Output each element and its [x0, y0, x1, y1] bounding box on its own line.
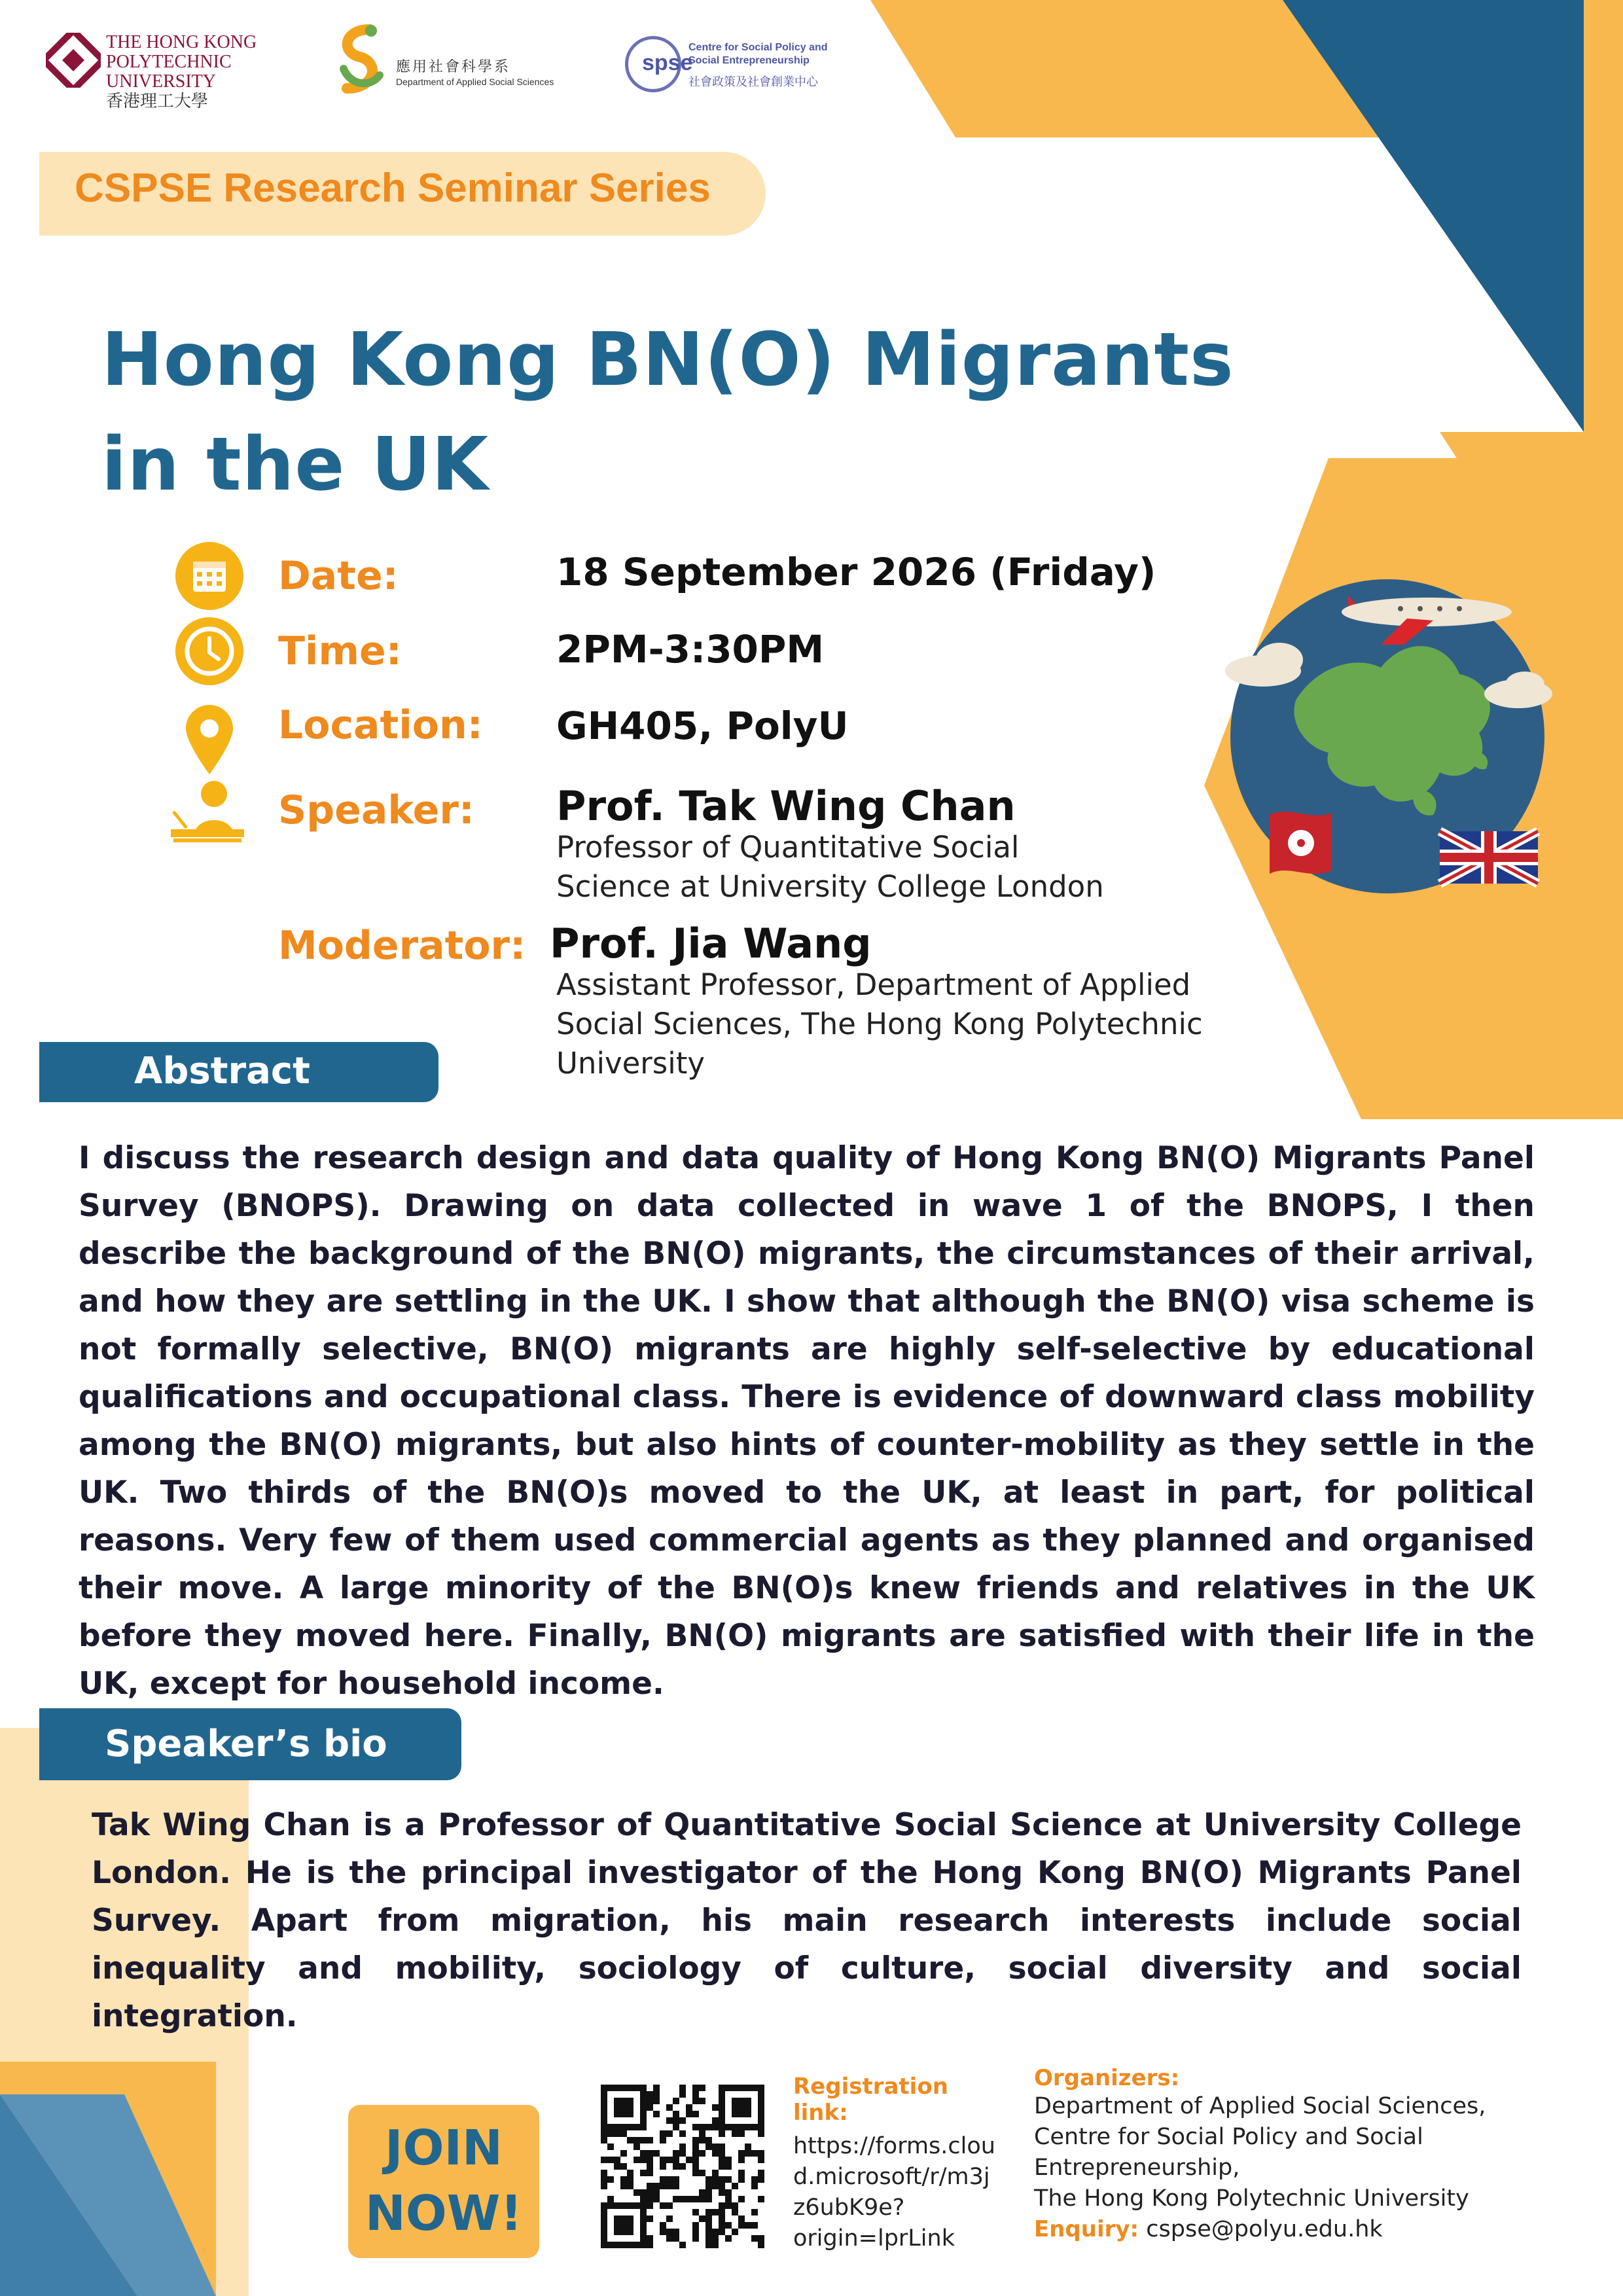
organizers-line3: Entrepreneurship,: [1034, 2155, 1240, 2181]
registration-link[interactable]: [793, 2131, 1016, 2254]
speaker-label: Speaker:: [278, 787, 474, 833]
abstract-heading-tab: [39, 1042, 438, 1102]
cspse-name-en: [688, 41, 828, 67]
location-value: GH405, PolyU: [556, 704, 849, 748]
speaker-title-line1: Professor of Quantitative Social: [556, 830, 1020, 865]
registration-label-line2: link:: [793, 2100, 848, 2126]
time-value: 2PM-3:30PM: [556, 627, 825, 672]
event-title: [101, 308, 1293, 517]
registration-block: [793, 2073, 1016, 2254]
location-label: Location:: [278, 702, 483, 748]
organizers-label: Organizers:: [1034, 2065, 1180, 2091]
polyu-logo: [46, 26, 334, 111]
bio-heading: Speaker’s bio: [105, 1723, 387, 1765]
apss-logo: [330, 23, 605, 101]
speaker-name: Prof. Tak Wing Chan: [556, 782, 1016, 830]
registration-label-line1: Registration: [793, 2073, 948, 2100]
date-value: 18 September 2026 (Friday): [556, 550, 1156, 594]
cspse-name-zh: 社會政策及社會創業中心: [688, 75, 818, 88]
polyu-emblem-icon: [46, 33, 101, 88]
polyu-name-zh: 香港理工大學: [106, 92, 209, 111]
location-pin-icon: [183, 704, 236, 776]
qr-code[interactable]: [601, 2085, 764, 2248]
cspse-logo: [625, 36, 874, 98]
date-label: Date:: [278, 553, 399, 599]
enquiry-label: Enquiry:: [1034, 2216, 1139, 2242]
moderator-title: [556, 965, 1203, 1083]
speaker-title-line2: Science at University College London: [556, 869, 1104, 904]
organizers-line4: The Hong Kong Polytechnic University: [1034, 2185, 1469, 2212]
calendar-icon: [175, 542, 243, 610]
apss-emblem-icon: [330, 23, 389, 95]
moderator-title-line3: University: [556, 1046, 705, 1081]
join-now-line2: NOW!: [365, 2185, 523, 2242]
organizers-line2: Centre for Social Policy and Social: [1034, 2124, 1423, 2150]
moderator-title-line2: Social Sciences, The Hong Kong Polytechnic: [556, 1007, 1203, 1041]
registration-link-line2: d.microsoft/r/m3j: [793, 2164, 990, 2190]
moderator-title-line1: Assistant Professor, Department of Applied: [556, 967, 1191, 1002]
speaker-title: [556, 828, 1104, 906]
event-title-line2: in the UK: [101, 422, 490, 507]
hk-flag-icon: [1270, 812, 1332, 874]
uk-flag-icon: [1440, 831, 1538, 884]
abstract-text: I discuss the research design and data quality of Hong Kong BN(O) Migrants Panel Survey (BNOPS). Drawing on data collected in wave 1 of the BNOPS, I then describe the background of the BN(O) migrants, the circumstances of their arrival, and how they are settling in the UK. I show that although the BN(O) visa scheme is not formally selective, BN(O) migrants are highly self-selective by educational qualifications and occupational class. There is evidence of downward class mobility among the BN(O) migrants, but also hints of counter-mobility as they settle in the UK. Two thirds of the BN(O)s moved to the UK, at least in part, for political reasons. Very few of them used commercial agents as they planned and organised their move. A large minority of the BN(O)s knew friends and relatives in the UK before they moved here. Finally, BN(O) migrants are satisfied with their life in the UK, except for household income.: [79, 1140, 1535, 1702]
cspse-name-line2: Social Entrepreneurship: [688, 55, 810, 66]
time-label: Time:: [278, 628, 402, 674]
join-now-line1: JOIN: [385, 2120, 503, 2176]
apss-name-en: Department of Applied Social Sciences: [396, 77, 554, 87]
polyu-name: [106, 33, 334, 111]
cspse-name-line1: Centre for Social Policy and: [688, 42, 828, 53]
event-title-line1: Hong Kong BN(O) Migrants: [101, 317, 1234, 403]
moderator-name: Prof. Jia Wang: [550, 920, 872, 967]
seminar-series-label: CSPSE Research Seminar Series: [75, 166, 711, 211]
enquiry-email[interactable]: cspse@polyu.edu.hk: [1146, 2216, 1383, 2242]
registration-link-line1: https://forms.clou: [793, 2133, 995, 2159]
abstract-heading: Abstract: [134, 1050, 310, 1092]
organizers-line1: Department of Applied Social Sciences,: [1034, 2093, 1486, 2119]
enquiry-line: [1034, 2214, 1597, 2245]
cspse-mark: spse: [642, 50, 693, 75]
bio-text: Tak Wing Chan is a Professor of Quantitative Social Science at University College London. He is the principal investigator of the Hong Kong BN(O) Migrants Panel Survey. Apart from migration, his main research interests include social inequality and mobility, sociology of culture, social diversity and social integration.: [92, 1807, 1522, 2034]
bio-heading-tab: [39, 1708, 461, 1780]
seminar-series-banner: [39, 152, 766, 236]
polyu-name-line2: POLYTECHNIC UNIVERSITY: [106, 52, 232, 92]
moderator-label: Moderator:: [278, 923, 526, 969]
registration-link-line3: z6ubK9e?: [793, 2195, 905, 2221]
join-now-button[interactable]: [348, 2105, 539, 2258]
polyu-name-line1: THE HONG KONG: [106, 32, 257, 52]
organizers-block: [1034, 2065, 1597, 2245]
speaker-icon: [167, 776, 249, 848]
registration-link-line4: origin=lprLink: [793, 2225, 955, 2251]
apss-name-zh: 應用社會科學系: [396, 58, 511, 75]
globe-illustration: [1217, 556, 1571, 897]
clock-icon: [175, 617, 243, 685]
